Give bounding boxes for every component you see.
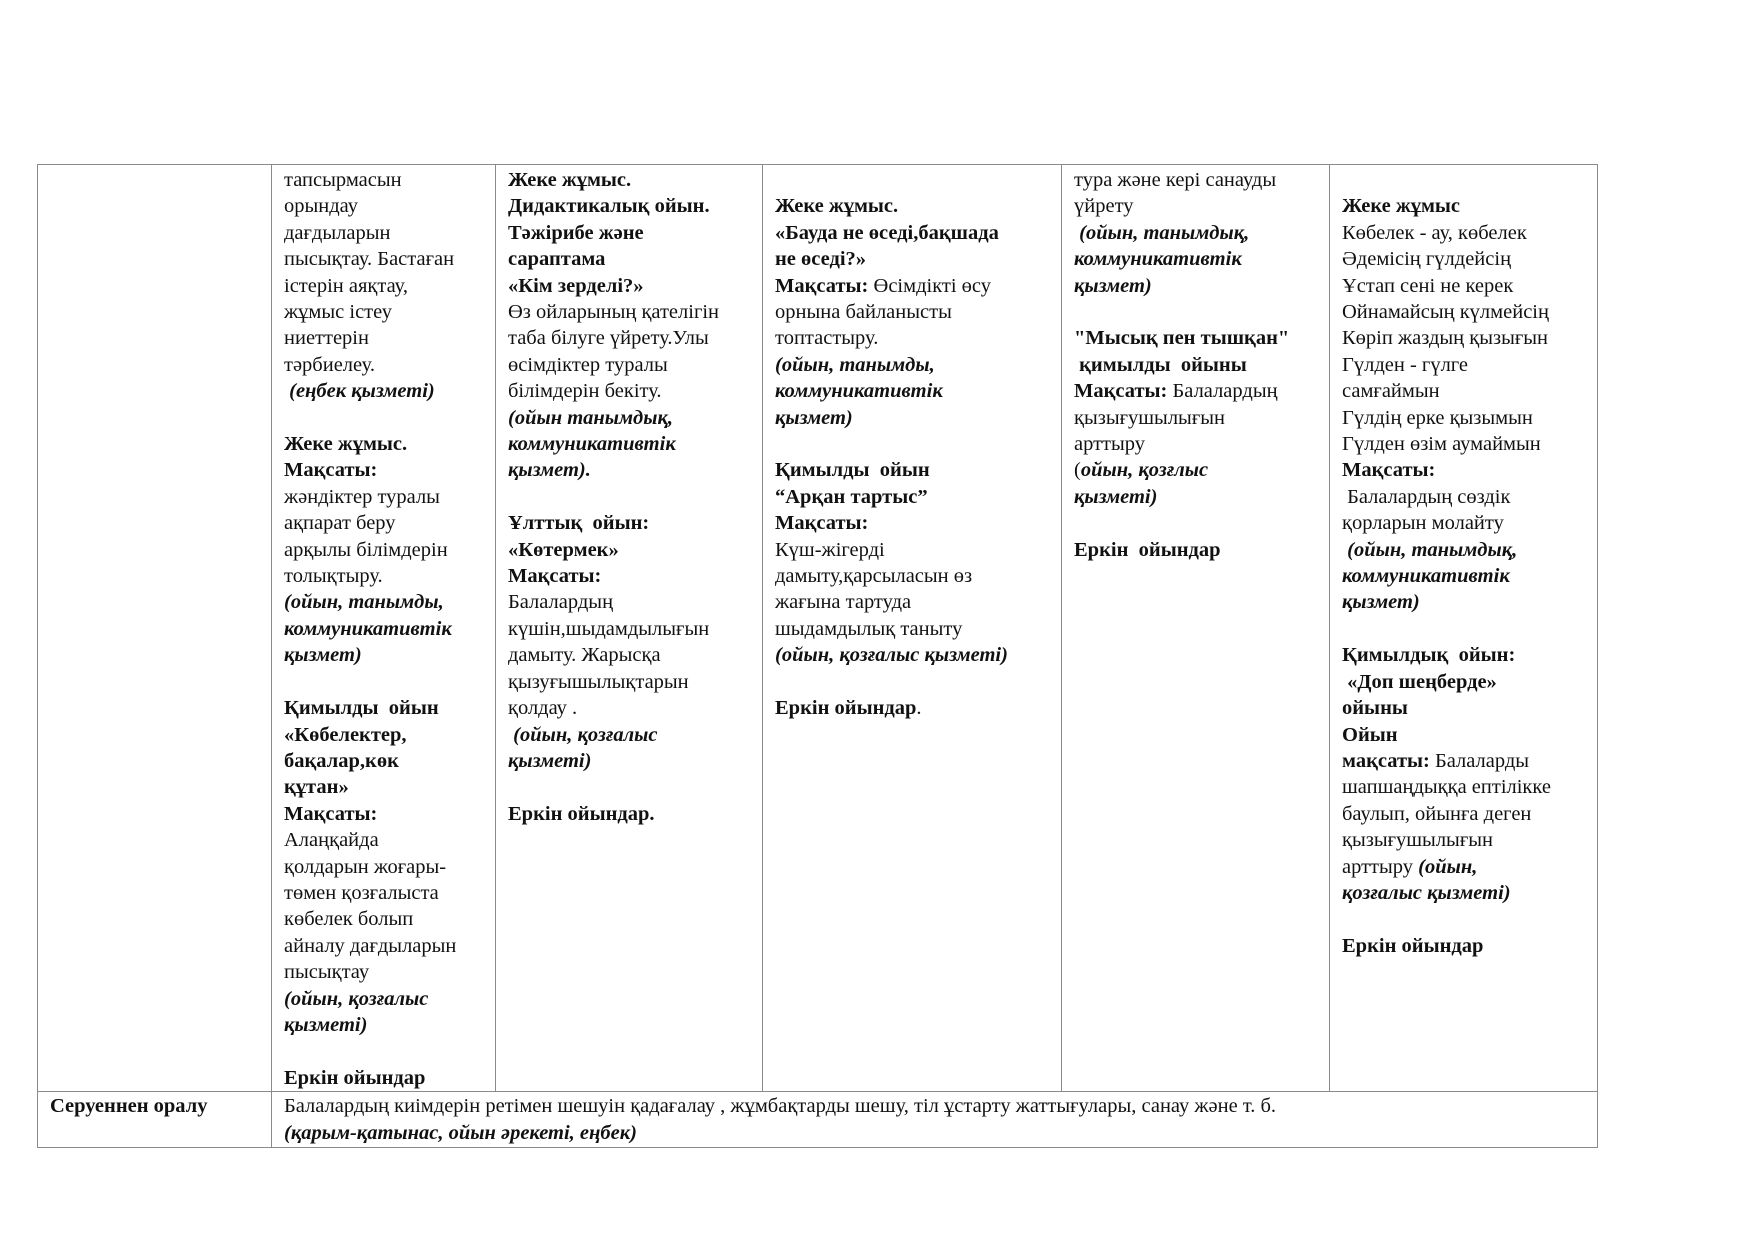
text-line: қызуғышылықтарын	[508, 670, 689, 693]
text-line: Қимылдық ойын:	[1342, 644, 1516, 667]
text-line	[1342, 906, 1587, 932]
text-line: істерін аяқтау,	[284, 274, 408, 297]
text-line: Өз ойларының қателігін	[508, 301, 720, 324]
text-line	[775, 695, 1051, 721]
text-line: (еңбек қызметі)	[284, 380, 435, 403]
text-line: қолдау .	[508, 697, 578, 720]
text-line: шапшаңдыққа ептілікке	[1342, 776, 1551, 799]
text-line: Ұлттық ойын:	[508, 512, 650, 535]
text-fragment: Балалардың	[1172, 380, 1278, 403]
text-line: Қимылды ойын	[284, 697, 439, 720]
text-fragment: Еркін ойындар	[775, 697, 917, 720]
text-line: ақпарат беру	[284, 512, 396, 535]
text-line: коммуникативтік	[775, 380, 943, 403]
text-line: қызмет)	[775, 406, 853, 429]
text-line: Күш-жігерді	[775, 538, 885, 561]
return-from-walk-row	[38, 1092, 1598, 1148]
text-line: үйрету	[1074, 195, 1134, 218]
text-line	[1342, 616, 1587, 642]
text-line: жағына тартуда	[775, 591, 912, 614]
text-line: Мақсаты:	[284, 802, 378, 825]
return-description: Балалардың киімдерін ретімен шешуін қадағалау , жұмбақтарды шешу, тіл ұстарту жаттығулары, санау және т. б.	[284, 1095, 1277, 1118]
text-line: қорларын молайту	[1342, 512, 1504, 535]
text-line	[1342, 854, 1587, 880]
text-line: «Көбелектер,	[284, 723, 407, 746]
text-line: көбелек болып	[284, 908, 414, 931]
text-line: Көбелек - ау, көбелек	[1342, 221, 1527, 244]
text-line: Алаңқайда	[284, 829, 379, 852]
text-line: пысықтау	[284, 961, 370, 984]
text-line: Мақсаты:	[284, 459, 378, 482]
text-line: Әдемісің гүлдейсің	[1342, 248, 1512, 271]
text-line: қозғалыс қызметі)	[1342, 881, 1511, 904]
text-fragment: мақсаты:	[1342, 749, 1435, 772]
text-line: дағдыларын	[284, 221, 391, 244]
text-line	[775, 273, 1051, 299]
text-line: Ұстап сені не керек	[1342, 274, 1514, 297]
text-line: таба білуге үйрету.Улы	[508, 327, 709, 350]
text-line	[775, 431, 1051, 457]
text-fragment: Өсімдікті өсу	[873, 274, 992, 297]
text-line: қызмет).	[508, 459, 591, 482]
day-column-1	[272, 165, 496, 1092]
text-line: «Бауда не өседі,бақшада	[775, 221, 999, 244]
text-line	[508, 774, 752, 800]
text-line	[284, 1038, 485, 1064]
text-line: Гүлдің ерке қызымын	[1342, 406, 1533, 429]
text-fragment: (ойын,	[1418, 855, 1478, 878]
text-line: Гүлден - гүлге	[1342, 353, 1469, 376]
text-line	[1074, 510, 1319, 536]
text-line: Балалардың	[508, 591, 614, 614]
text-line: самғаймын	[1342, 380, 1440, 403]
text-line: Еркін ойындар.	[508, 802, 655, 825]
return-label-cell	[38, 1092, 272, 1148]
text-line: өсімдіктер туралы	[508, 353, 668, 376]
text-line: қызметі)	[284, 1013, 368, 1036]
return-label: Серуеннен оралу	[50, 1095, 208, 1118]
text-line: дамыту,қарсыласын өз	[775, 565, 973, 588]
text-fragment: ойын, қозғлыс	[1080, 459, 1209, 482]
text-line: ниеттерін	[284, 327, 369, 350]
text-line	[1074, 378, 1319, 404]
text-line: «Доп шеңберде»	[1342, 670, 1497, 693]
text-line: тәрбиелеу.	[284, 353, 375, 376]
text-fragment: Балаларды	[1434, 749, 1530, 772]
text-line: қызмет)	[1074, 274, 1152, 297]
text-line: тура және кері санауды	[1074, 169, 1277, 191]
text-line: Мақсаты:	[775, 512, 869, 535]
text-line	[508, 484, 752, 510]
walk-activities-row	[38, 165, 1598, 1092]
text-line: ойыны	[1342, 697, 1408, 720]
text-line: Еркін ойындар	[284, 1066, 426, 1089]
text-fragment: Мақсаты:	[775, 274, 874, 297]
text-line: қолдарын жоғары-	[284, 855, 447, 878]
text-line: «Кім зерделі?»	[508, 274, 644, 297]
text-line: тапсырмасын	[284, 169, 402, 191]
text-line: сараптама	[508, 248, 606, 271]
text-line: Мақсаты:	[1342, 459, 1436, 482]
text-line: не өседі?»	[775, 248, 867, 271]
text-line: Еркін ойындар	[1074, 538, 1221, 561]
text-line: баулып, ойынға деген	[1342, 802, 1532, 825]
text-line	[284, 669, 485, 695]
text-line: дамыту. Жарысқа	[508, 644, 661, 667]
text-line: Тәжірибе және	[508, 221, 644, 244]
day-column-4	[1062, 165, 1330, 1092]
text-fragment: .	[916, 697, 922, 720]
text-line: құтан»	[284, 776, 349, 799]
daily-plan-table	[37, 164, 1598, 1148]
return-description-cell	[272, 1092, 1598, 1148]
text-line: Жеке жұмыс	[1342, 195, 1461, 218]
text-line: «Көтермек»	[508, 538, 619, 561]
day-column-2	[496, 165, 763, 1092]
text-line: қызмет)	[1342, 591, 1420, 614]
text-line: пысықтау. Бастаған	[284, 248, 455, 271]
text-line: Балалардың сөздік	[1342, 485, 1511, 508]
text-line: (ойын, танымдық,	[1074, 221, 1250, 244]
text-line: қызығушылығын	[1074, 406, 1225, 429]
text-line: қызметі)	[508, 749, 592, 772]
text-line	[775, 167, 1051, 193]
text-line: қимылды ойыны	[1074, 353, 1247, 376]
text-line	[775, 669, 1051, 695]
text-line: айналу дағдыларын	[284, 934, 457, 957]
text-line: топтастыру.	[775, 327, 879, 350]
text-line: Жеке жұмыс.	[775, 195, 899, 218]
text-line: “Арқан тартыс”	[775, 485, 928, 508]
text-line: (ойын, танымды,	[775, 353, 935, 376]
text-line: (ойын, танымды,	[284, 591, 444, 614]
text-line: (ойын, қозғалыс қызметі)	[775, 644, 1008, 667]
text-line	[1074, 299, 1319, 325]
text-line: "Мысық пен тышқан"	[1074, 327, 1290, 350]
text-line: коммуникативтік	[284, 617, 452, 640]
text-line: (ойын, қозғалыс	[508, 723, 658, 746]
text-line: қызметі)	[1074, 485, 1158, 508]
return-activity-types: (қарым-қатынас, ойын әрекеті, еңбек)	[284, 1121, 637, 1144]
text-line: Еркін ойындар	[1342, 934, 1484, 957]
text-line: коммуникативтік	[1342, 565, 1510, 588]
text-line: орнына байланысты	[775, 301, 952, 324]
text-line: орындау	[284, 195, 358, 218]
text-line: толықтыру.	[284, 565, 383, 588]
text-line: арттыру	[1074, 433, 1145, 456]
section-label-cell	[38, 165, 272, 1092]
day-column-5	[1330, 165, 1598, 1092]
text-line: Дидактикалық ойын.	[508, 195, 710, 218]
text-fragment: Мақсаты:	[1074, 380, 1173, 403]
day-column-3	[763, 165, 1062, 1092]
text-line	[284, 405, 485, 431]
text-line: қызығушылығын	[1342, 829, 1493, 852]
text-line: жәндіктер туралы	[284, 485, 440, 508]
text-line: Жеке жұмыс.	[284, 433, 408, 456]
text-line: Гүлден өзім аумаймын	[1342, 433, 1541, 456]
text-line: Ойнамайсың күлмейсің	[1342, 301, 1549, 324]
text-line: коммуникативтік	[508, 433, 676, 456]
text-line: (ойын танымдық,	[508, 406, 673, 429]
text-line: Ойын	[1342, 723, 1398, 746]
text-line: Қимылды ойын	[775, 459, 930, 482]
text-line: (ойын, танымдық,	[1342, 538, 1518, 561]
text-line: Мақсаты:	[508, 565, 602, 588]
text-line: білімдерін бекіту.	[508, 380, 662, 403]
text-line	[1342, 167, 1587, 193]
text-line: бақалар,көк	[284, 749, 399, 772]
text-line: қызмет)	[284, 644, 362, 667]
text-line	[1342, 748, 1587, 774]
text-line: коммуникативтік	[1074, 248, 1242, 271]
text-line: арқылы білімдерін	[284, 538, 448, 561]
text-line: Жеке жұмыс.	[508, 169, 632, 191]
text-line: шыдамдылық таныту	[775, 617, 963, 640]
text-line	[1074, 457, 1319, 483]
text-line: күшін,шыдамдылығын	[508, 617, 710, 640]
text-line: жұмыс істеу	[284, 301, 392, 324]
text-line: төмен қозғалыста	[284, 881, 439, 904]
text-fragment: (	[1074, 459, 1081, 482]
text-fragment: арттыру	[1342, 855, 1419, 878]
text-line: Көріп жаздың қызығын	[1342, 327, 1549, 350]
text-line: (ойын, қозғалыс	[284, 987, 429, 1010]
